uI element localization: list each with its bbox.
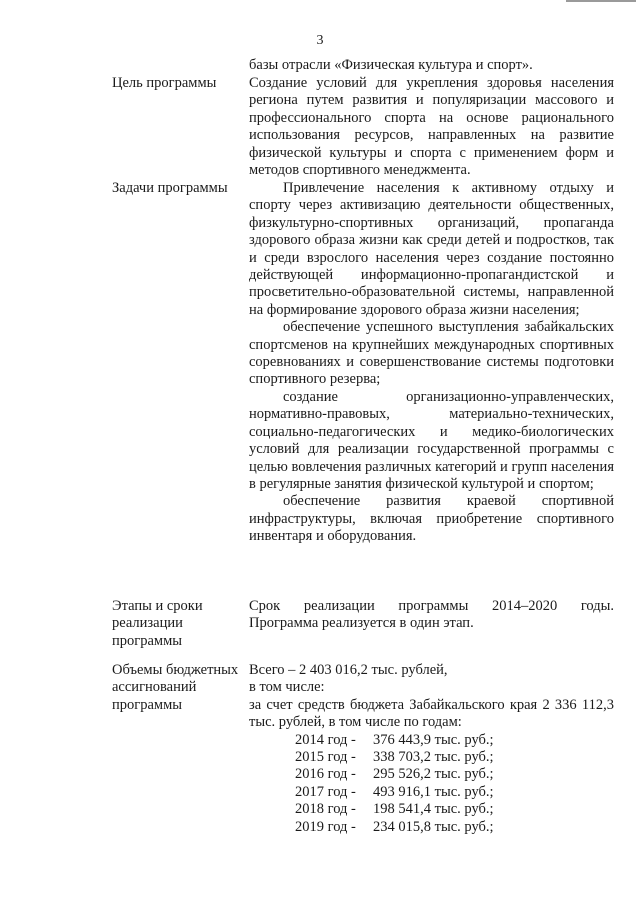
budget-including: в том числе: [249,679,325,696]
stages-term: Срок реализации программы 2014–2020 годы. [249,598,614,614]
budget-year-row [249,766,614,783]
tasks-label: Задачи программы [112,180,228,196]
stages-content [249,598,614,633]
budget-amount: 234 015,8 тыс. руб.; [373,818,494,835]
budget-year: 2017 год - [295,783,356,800]
budget-total: Всего – 2 403 016,2 тыс. рублей, [249,662,448,678]
budget-year-row [249,801,614,818]
scan-edge-mark [566,0,636,2]
stages-single: Программа реализуется в один этап. [249,615,474,632]
budget-year: 2014 год - [295,731,356,748]
budget-year-row [249,732,614,749]
budget-year: 2015 год - [295,749,356,766]
task-item: Привлечение населения к активному отдыху и спорту через активизацию деятельности общественных, физкультурно-спортивных организаций, пропаганда здорового образа жизни как среди детей и подростков, так и среди взрослого населения через создание постоянно действующей информационно-пропагандистской и просветительно-образовательной системы, направленной на формирование здорового образа жизни населения; [249,180,614,318]
tasks-list [249,180,614,546]
budget-amount: 376 443,9 тыс. руб.; [373,731,494,748]
budget-amount: 493 916,1 тыс. руб.; [373,783,494,800]
stages-label: Этапы и сроки реализации программы [112,598,203,649]
budget-amount: 198 541,4 тыс. руб.; [373,801,494,818]
task-item: обеспечение развития краевой спортивной инфраструктуры, включая приобретение спортивного инвентаря и оборудования. [249,493,614,545]
goal-text: Создание условий для укрепления здоровья населения региона путем развития и популяризации массового и профессионального спорта на основе рационального использования ресурсов, направленных на развитие физической культуры и спорта с применением форм и методов спортивного менеджмента. [249,75,614,179]
budget-content [249,662,614,836]
budget-regional: за счет средств бюджета Забайкальского края 2 336 112,3 тыс. рублей, в том числе по годам: [249,696,614,731]
budget-year: 2016 год - [295,766,356,783]
budget-year: 2019 год - [295,818,356,835]
continuation-text: базы отрасли «Физическая культура и спорт». [249,57,533,73]
budget-amount: 338 703,2 тыс. руб.; [373,749,494,766]
budget-year-row [249,819,614,836]
budget-year-row [249,784,614,801]
page-number: 3 [316,33,324,48]
budget-year: 2018 год - [295,801,356,818]
task-item: создание организационно-управленческих, нормативно-правовых, материально-технических, социально-педагогических и медико-биологических условий для реализации государственной программы с целью вовлечения различных категорий и групп населения в регулярные занятия физической культурой и спортом; [249,388,614,492]
budget-amount: 295 526,2 тыс. руб.; [373,766,494,783]
task-item: обеспечение успешного выступления забайкальских спортсменов на крупнейших международных спортивных соревнованиях и совершенствование системы подготовки спортивного резерва; [249,319,614,388]
budget-label: Объемы бюджетных ассигнований программы [112,662,239,713]
goal-label: Цель программы [112,75,217,91]
budget-year-row [249,749,614,766]
